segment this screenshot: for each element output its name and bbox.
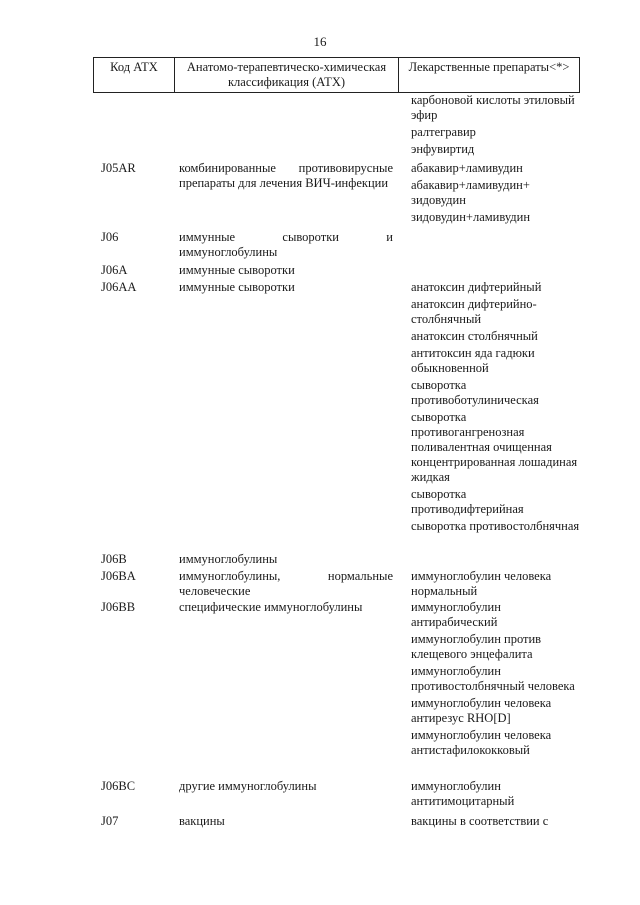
atc-code: J07: [101, 814, 119, 828]
table-row: [0, 600, 640, 779]
atc-code: J06B: [101, 552, 127, 566]
table-row: [0, 552, 640, 569]
drug-item: сыворотка противогангренозная поливалентная очищенная концентрированная лошадиная жидкая: [411, 410, 578, 484]
atc-code: J06BA: [101, 569, 136, 583]
table-row: [0, 569, 640, 600]
drug-item: иммуноглобулин антитимоцитарный: [411, 779, 515, 808]
atc-code: J06BC: [101, 779, 136, 793]
drug-list: [411, 161, 581, 230]
drug-list: [411, 779, 581, 814]
drug-item: анатоксин столбнячный: [411, 329, 538, 343]
drug-item: иммуноглобулин человека антистафилококковый: [411, 728, 552, 757]
atc-code: J06BB: [101, 600, 136, 614]
atc-code: J06AA: [101, 280, 137, 294]
table-row: [0, 230, 640, 263]
drug-item: иммуноглобулин противостолбнячный человека: [411, 664, 575, 693]
page-number: 16: [313, 34, 327, 49]
drug-item: карбоновой кислоты этиловый эфир: [411, 93, 575, 122]
drug-item: антитоксин яда гадюки обыкновенной: [411, 346, 535, 375]
drug-item: иммуноглобулин человека нормальный: [411, 569, 552, 598]
drug-list: [411, 280, 581, 552]
drug-item: иммуноглобулин антирабический: [411, 600, 501, 629]
atc-classification: комбинированные противовирусные препараты для лечения ВИЧ-инфекции: [179, 161, 393, 190]
atc-code: J06A: [101, 263, 128, 277]
table-row: [0, 263, 640, 280]
table-row: [0, 280, 640, 552]
atc-code: J05AR: [101, 161, 136, 175]
drug-item: сыворотка противодифтерийная: [411, 487, 524, 516]
drug-item: абакавир+ламивудин: [411, 161, 523, 175]
table-header: [93, 57, 580, 93]
table-row: [0, 779, 640, 814]
header-code: Код АТХ: [94, 58, 175, 92]
atc-classification: специфические иммуноглобулины: [179, 600, 363, 614]
table-body: [0, 93, 640, 831]
drug-list: [411, 600, 581, 779]
atc-classification: иммунные сыворотки: [179, 280, 295, 294]
atc-classification: другие иммуноглобулины: [179, 779, 317, 793]
table-row: [0, 814, 640, 831]
drug-item: энфувиртид: [411, 142, 475, 156]
drug-item: абакавир+ламивудин+ зидовудин: [411, 178, 530, 207]
drug-item: зидовудин+ламивудин: [411, 210, 531, 224]
table-row: [0, 93, 640, 161]
drug-list: [411, 569, 581, 600]
drug-item: анатоксин дифтерийный: [411, 280, 542, 294]
header-classification: Анатомо-терапевтическо-химическая классификация (АТХ): [175, 58, 399, 92]
drug-list: [411, 814, 581, 831]
drug-item: сыворотка противоботулиническая: [411, 378, 539, 407]
atc-classification: иммуноглобулины: [179, 552, 278, 566]
atc-code: J06: [101, 230, 119, 244]
atc-classification: иммунные сыворотки: [179, 263, 295, 277]
atc-classification: вакцины: [179, 814, 225, 828]
atc-classification: иммуноглобулины, нормальные человеческие: [179, 569, 393, 598]
drug-item: иммуноглобулин человека антирезус RHO[D]: [411, 696, 552, 725]
drug-list: [411, 93, 581, 161]
table-row: [0, 161, 640, 230]
drug-item: сыворотка противостолбнячная: [411, 519, 580, 533]
header-drugs: Лекарственные препараты<*>: [408, 60, 570, 74]
drug-item: анатоксин дифтерийно-столбнячный: [411, 297, 537, 326]
atc-classification: иммунные сыворотки и иммуноглобулины: [179, 230, 393, 259]
drug-item: иммуноглобулин против клещевого энцефалита: [411, 632, 542, 661]
drug-item: вакцины в соответствии с: [411, 814, 549, 828]
drug-item: ралтегравир: [411, 125, 476, 139]
